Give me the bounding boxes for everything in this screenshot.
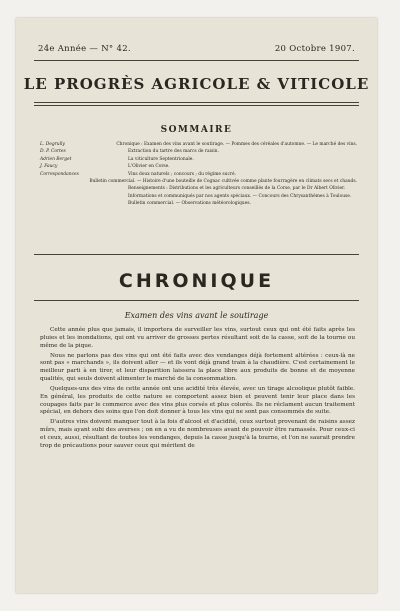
- issue-number: 24e Année — N° 42.: [38, 44, 131, 54]
- toc-text: Extraction du tartre des marcs de raisin.: [128, 149, 219, 155]
- masthead-title: LE PROGRÈS AGRICOLE & VITICOLE: [23, 75, 370, 93]
- article-paragraph: Quelques-uns des vins de cette année ont une acidité très élevée, avec un tirage alcoolique plutôt faible. En général, les produits de cette nature se comportent assez bien et peuvent tenir leur place dans les coupages faits par le commerce avec des vins plus corsés et plus colorés. Ils ne réclament aucun traitement spécial, en dehors des soins que l'on doit donner à tous les vins qui ne sont pas consommés de suite.: [40, 385, 355, 416]
- toc-author: Correspondances: [40, 171, 79, 177]
- masthead-rule: [34, 102, 359, 103]
- toc-author: [40, 193, 128, 200]
- toc-entry: [40, 185, 357, 192]
- toc-author: J. Faucy: [40, 164, 58, 170]
- toc-text: Bulletin commercial. — Observations météorologiques.: [128, 201, 251, 207]
- article-paragraph: D'autres vins doivent manquer tout à la fois d'alcool et d'acidité, ceux surtout provenant de raisins assez mûrs, mais ayant subi des averses ; on en a vu de nombreuses avant de pouvoir être ramassés. Pour ceux-ci et ceux, aussi, résultant de toutes les vendanges, depuis la casse jusqu'à la tourne, et l'on ne saurait prendre trop de précautions pour sauver ceux qui méritent de: [40, 419, 356, 449]
- toc-text: L'Olivier en Corse.: [128, 164, 170, 170]
- section-rule-top: [34, 254, 359, 255]
- toc-author: Adrien Berget: [40, 156, 72, 162]
- toc-author: D. P. Cortes: [40, 149, 66, 155]
- article-paragraph: Nous ne parlons pas des vins qui ont été faits avec des vendanges déjà fortement altérées : ceux-là ne sont pas « marchands », ils doivent aller — et ils vont déjà grand train à la chaudière. C'est certainement le meilleur parti à en tirer, et leur disparition laissera la place libre aux produits de bonne et de moyenne qualités, qui seuls doivent alimenter le marché de la consommation.: [40, 352, 355, 383]
- toc-entry: [40, 193, 357, 200]
- toc-entry: [40, 141, 357, 148]
- toc-author: [40, 178, 89, 185]
- toc-author: [40, 200, 128, 207]
- toc-text: Renseignements : Distributions et les agriculteurs conseillés de la Corse, par le Dr Albert Olivier.: [128, 186, 346, 192]
- toc-text: Vins doux naturels ; concours ; du régime sucré.: [128, 171, 237, 177]
- article-body: [40, 327, 355, 453]
- toc-text: Informations et communiqués par nos agents spéciaux. — Concours des Chrysanthèmes à Toulouse.: [128, 193, 352, 199]
- document-page: [16, 18, 377, 593]
- toc-text: La viticulture Septentrionale.: [128, 156, 194, 162]
- toc-author: L. Degrully: [40, 142, 65, 147]
- toc-entry: [40, 156, 357, 163]
- table-of-contents: [40, 141, 357, 208]
- sommaire-heading: SOMMAIRE: [160, 125, 233, 135]
- article-paragraph: Cette année plus que jamais, il importera de surveiller les vins, surtout ceux qui ont été faits après les pluies et les inondations, qui ont vu arriver de grosses pertes résultant soit de la casse, soit de la tourne ou même de la pique.: [40, 327, 355, 349]
- toc-entry: [40, 200, 357, 207]
- toc-text: Chronique : Examen des vins avant le soutirage. — Pommes des céréales d'automne. — Le marché des vins.: [116, 142, 357, 147]
- masthead-rule-thin: [34, 105, 359, 106]
- toc-entry: [40, 178, 357, 185]
- section-title: CHRONIQUE: [118, 270, 275, 292]
- header-rule: [34, 60, 359, 61]
- toc-entry: [40, 148, 357, 155]
- section-rule-bottom: [34, 300, 359, 301]
- article-title: Examen des vins avant le soutirage: [124, 311, 269, 320]
- issue-line: [38, 44, 355, 54]
- toc-text: Bulletin commercial. — Histoire d'une bouteille de Cognac cultivée comme plante fourragère en climats secs et chauds.: [89, 179, 357, 185]
- toc-entry: [40, 163, 357, 170]
- toc-entry: [40, 171, 357, 178]
- toc-author: [40, 185, 128, 192]
- issue-date: 20 Octobre 1907.: [274, 44, 355, 54]
